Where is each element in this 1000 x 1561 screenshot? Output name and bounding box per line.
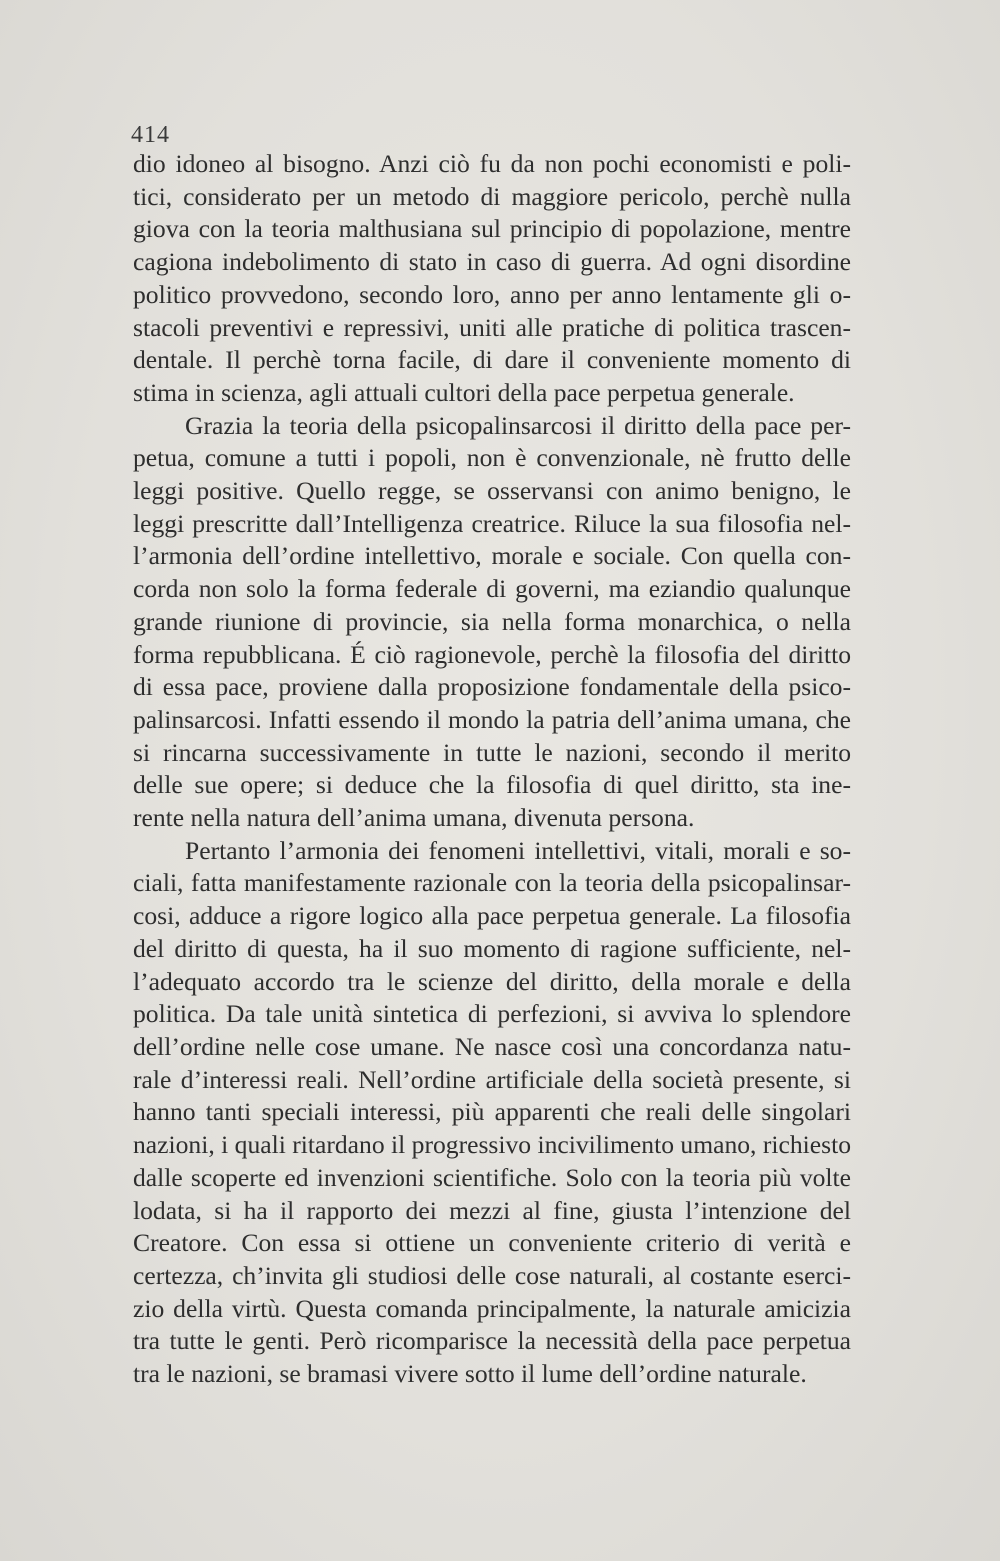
text-line: palinsarcosi. Infatti essendo il mondo la patria dell’anima umana, che	[133, 704, 851, 734]
text-line: dell’ordine nelle cose umane. Ne nasce così una concordanza natu-	[133, 1031, 851, 1061]
text-line: del diritto di questa, ha il suo momento di ragione sufficiente, nel-	[133, 933, 851, 963]
text-line: lodata, si ha il rapporto dei mezzi al fine, giusta l’intenzione del	[133, 1195, 851, 1225]
text-line: rale d’interessi reali. Nell’ordine artificiale della società presente, si	[133, 1064, 851, 1094]
text-line: forma repubblicana. É ciò ragionevole, perchè la filosofia del diritto	[133, 639, 851, 669]
page-body-text	[133, 148, 851, 1391]
text-line: petua, comune a tutti i popoli, non è convenzionale, nè frutto delle	[133, 443, 851, 473]
text-line: Pertanto l’armonia dei fenomeni intellettivi, vitali, morali e so-	[185, 835, 851, 865]
text-line: stacoli preventivi e repressivi, uniti alle pratiche di politica trascen-	[133, 312, 851, 342]
text-line: cosi, adduce a rigore logico alla pace perpetua generale. La filosofia	[133, 901, 851, 931]
text-line: dentale. Il perchè torna facile, di dare il conveniente momento di	[133, 345, 851, 375]
text-line: zio della virtù. Questa comanda principalmente, la naturale amicizia	[133, 1293, 851, 1323]
text-line: tici, considerato per un metodo di maggiore pericolo, perchè nulla	[133, 181, 851, 211]
text-line: Grazia la teoria della psicopalinsarcosi il diritto della pace per-	[185, 410, 851, 440]
text-line: cagiona indebolimento di stato in caso di guerra. Ad ogni disordine	[133, 247, 851, 277]
text-line: stima in scienza, agli attuali cultori della pace perpetua generale.	[133, 377, 795, 407]
text-line: grande riunione di provincie, sia nella forma monarchica, o nella	[133, 606, 851, 636]
text-line: si rincarna successivamente in tutte le nazioni, secondo il merito	[133, 737, 851, 767]
text-line: nazioni, i quali ritardano il progressivo incivilimento umano, richiesto	[133, 1130, 851, 1160]
text-line: Creatore. Con essa si ottiene un conveniente criterio di verità e	[133, 1228, 851, 1258]
text-line: di essa pace, proviene dalla proposizione fondamentale della psico-	[133, 672, 851, 702]
page-number: 414	[131, 122, 170, 148]
text-line: dalle scoperte ed invenzioni scientifiche. Solo con la teoria più volte	[133, 1162, 851, 1192]
text-line: dio idoneo al bisogno. Anzi ciò fu da non pochi economisti e poli-	[133, 149, 851, 178]
text-line: politico provvedono, secondo loro, anno per anno lentamente gli o-	[133, 279, 851, 309]
text-line: leggi prescritte dall’Intelligenza creatrice. Riluce la sua filosofia nel-	[133, 508, 851, 538]
text-line: rente nella natura dell’anima umana, divenuta persona.	[133, 803, 695, 833]
text-line: tra tutte le genti. Però ricomparisce la necessità della pace perpetua	[133, 1326, 851, 1356]
text-line: l’armonia dell’ordine intellettivo, morale e sociale. Con quella con-	[133, 541, 851, 571]
text-line: tra le nazioni, se bramasi vivere sotto il lume dell’ordine naturale.	[133, 1359, 807, 1389]
text-line: leggi positive. Quello regge, se osservansi con animo benigno, le	[133, 476, 851, 506]
text-line: hanno tanti speciali interessi, più apparenti che reali delle singolari	[133, 1097, 851, 1127]
text-line: politica. Da tale unità sintetica di perfezioni, si avviva lo splendore	[133, 999, 851, 1029]
text-line: giova con la teoria malthusiana sul principio di popolazione, mentre	[133, 214, 851, 244]
text-line: ciali, fatta manifestamente razionale con la teoria della psicopalinsar-	[133, 868, 851, 898]
text-line: l’adequato accordo tra le scienze del diritto, della morale e della	[133, 966, 851, 996]
text-line: certezza, ch’invita gli studiosi delle cose naturali, al costante eserci-	[133, 1260, 851, 1290]
text-line: delle sue opere; si deduce che la filosofia di quel diritto, sta ine-	[133, 770, 851, 800]
text-line: corda non solo la forma federale di governi, ma eziandio qualunque	[133, 574, 851, 604]
